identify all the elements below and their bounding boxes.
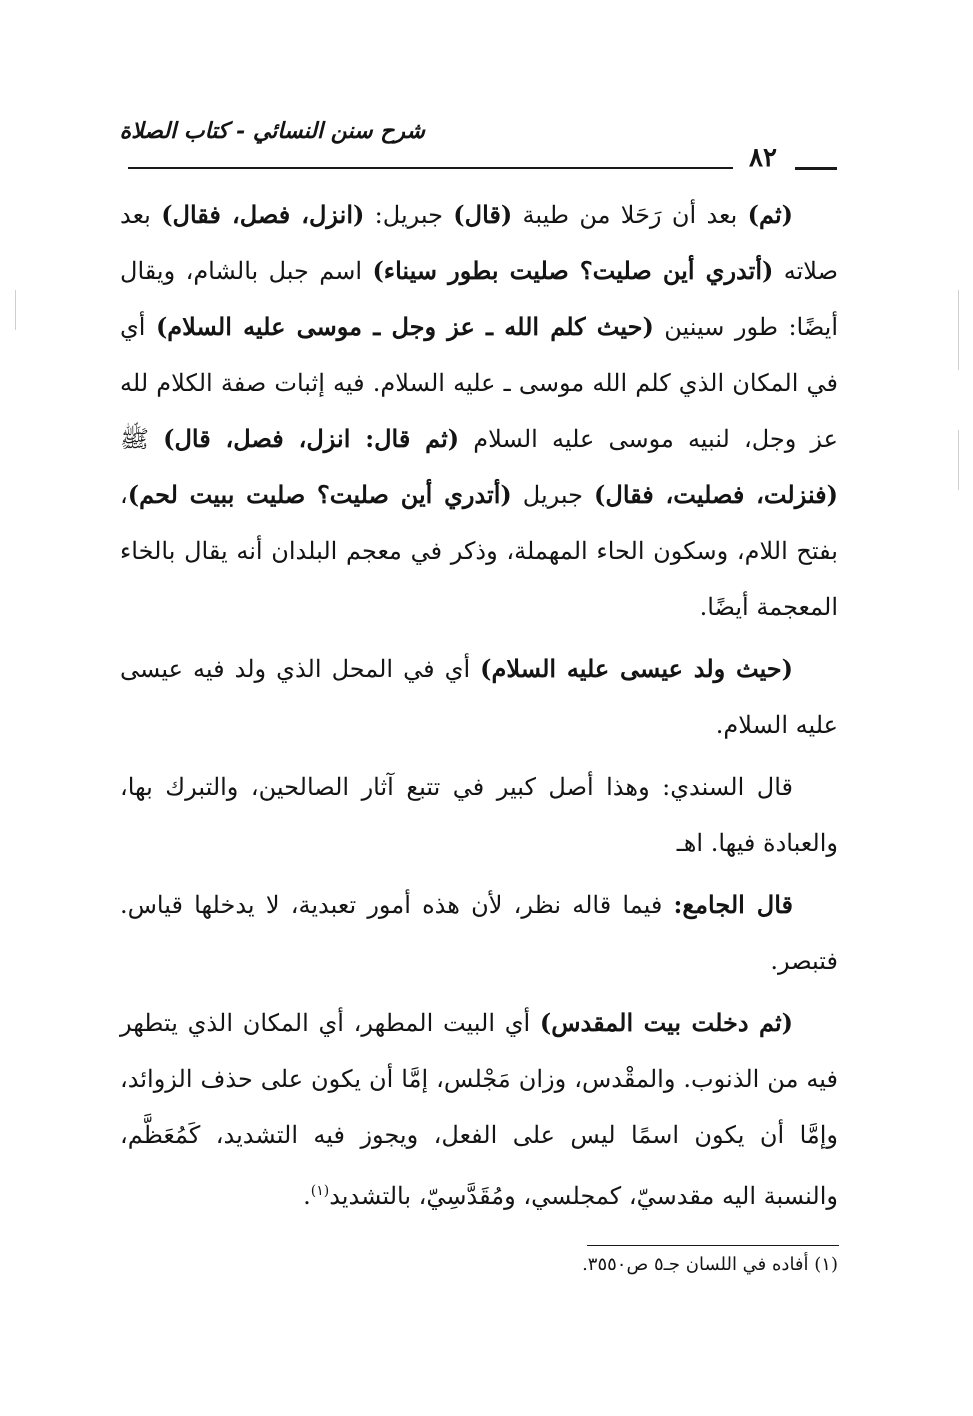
text-run: أي في المكان الذي كلم الله موسى ـ عليه السلام. فيه إثبات صفة الكلام لله عز وجل، لنبيه موسى عليه السلام bbox=[120, 313, 838, 453]
bold-text-run: (أتدري أين صليت؟ صليت ببيت لحم) bbox=[127, 480, 512, 509]
paragraph bbox=[120, 759, 838, 871]
footnote-rule bbox=[587, 1245, 839, 1246]
paragraph bbox=[120, 187, 838, 635]
text-run: اسم جبل بالشام، ويقال أيضًا: طور سينين bbox=[120, 257, 838, 341]
text-run: ، بفتح اللام، وسكون الحاء المهملة، وذكر في معجم البلدان أنه يقال بالخاء المعجمة أيضًا. bbox=[120, 481, 838, 621]
scan-edge-mark bbox=[958, 430, 959, 490]
text-run: جبريل: bbox=[364, 201, 454, 229]
bold-text-run: (ثم قال: انزل، فصل، قال) bbox=[163, 424, 460, 453]
bold-text-run: (حيث كلم الله ـ عز وجل ـ موسى عليه السلام) bbox=[155, 312, 654, 341]
scan-edge-mark bbox=[15, 290, 16, 330]
text-run: بعد صلاته bbox=[120, 201, 839, 285]
bold-text-run: (ثم) bbox=[747, 200, 794, 229]
paragraph bbox=[120, 877, 838, 989]
bold-text-run: (قال) bbox=[453, 200, 513, 229]
text-run: فيما قاله نظر، لأن هذه أمور تعبدية، لا يدخلها قياس. فتبصر. bbox=[120, 891, 838, 975]
text-run: ﷺ bbox=[120, 425, 164, 453]
bold-text-run: قال الجامع: bbox=[673, 890, 793, 919]
running-header-title: شرح سنن النسائي - كتاب الصلاة bbox=[119, 118, 425, 144]
text-run: أي في المحل الذي ولد فيه عيسى عليه السلام. bbox=[120, 655, 838, 739]
text-run: جبريل bbox=[511, 481, 595, 509]
main-text bbox=[120, 187, 838, 1230]
footnote: (١) أفاده في اللسان جـ٥ ص٣٥٥٠. bbox=[582, 1254, 838, 1275]
paragraph bbox=[120, 641, 838, 753]
text-run: قال السندي: وهذا أصل كبير في تتبع آثار الصالحين، والتبرك بها، والعبادة فيها. اهـ bbox=[120, 773, 838, 857]
text-run: بعد أن رَحَلا من طيبة bbox=[512, 201, 748, 229]
bold-text-run: (حيث ولد عيسى عليه السلام) bbox=[480, 654, 793, 683]
bold-text-run: (انزل، فصل، فقال) bbox=[161, 200, 365, 229]
text-run: أي البيت المطهر، أي المكان الذي يتطهر فيه من الذنوب. والمقْدس، وزان مَجْلس، إمَّا أن يكون على حذف الزوائد، وإمَّا أن يكون اسمًا ليس على الفعل، ويجوز فيه التشديد، كَمُعَظَّم، والنسبة اليه مقدسيّ، كمجلسي، ومُقَدَّسِيّ، بالتشديد bbox=[120, 1009, 838, 1210]
bold-text-run: (فنزلت، فصليت، فقال) bbox=[594, 480, 839, 509]
bold-text-run: (ثم دخلت بيت المقدس) bbox=[539, 1008, 794, 1037]
scan-edge-mark bbox=[958, 290, 959, 370]
footnote-marker: (١) bbox=[310, 1183, 330, 1199]
page-number: ٨٢ bbox=[749, 143, 777, 173]
text-run: . bbox=[303, 1182, 311, 1210]
bold-text-run: (أتدري أين صليت؟ صليت بطور سيناء) bbox=[372, 256, 774, 285]
header-rule bbox=[128, 167, 733, 169]
paragraph bbox=[120, 995, 838, 1224]
page-number-underline bbox=[795, 167, 837, 170]
